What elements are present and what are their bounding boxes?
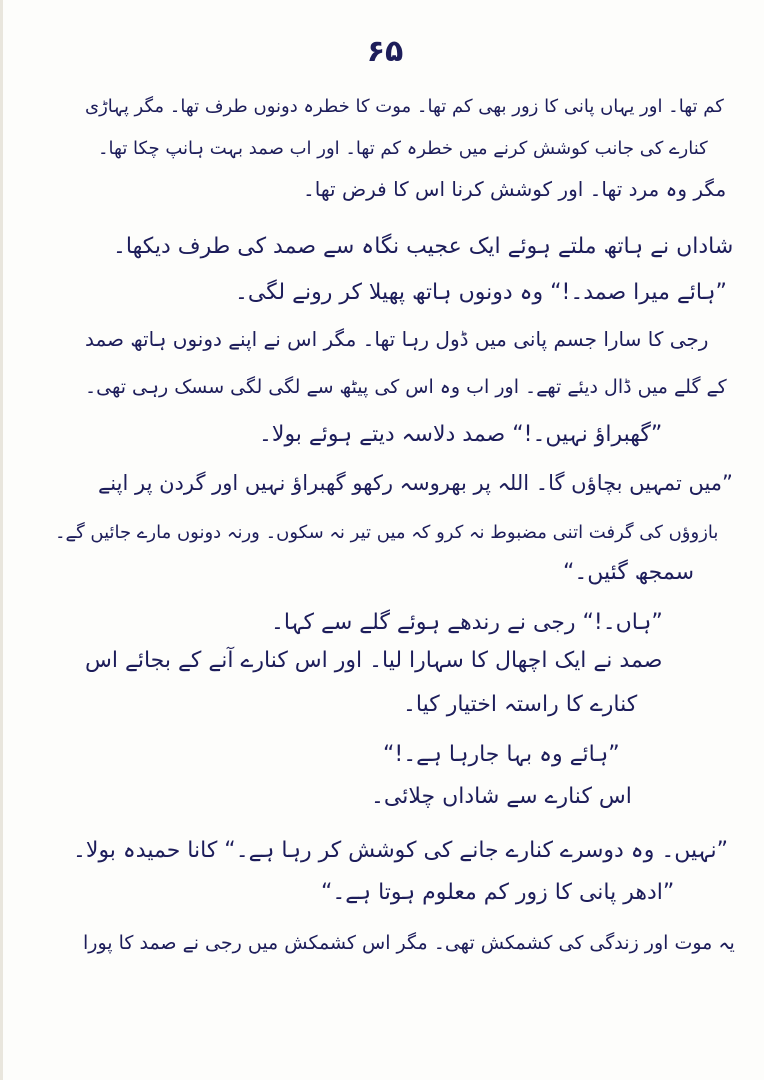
page-number: ۶۵ [366, 34, 404, 69]
text-line: کنارے کا راستہ اختیار کیا۔ [403, 692, 638, 717]
text-line: سمجھ گئیں۔“ [563, 560, 695, 585]
text-line: ”ہائے وہ بہا جارہا ہے۔!“ [383, 742, 620, 767]
text-line: اس کنارے سے شاداں چلائی۔ [371, 784, 632, 809]
text-line: ”نہیں۔ وہ دوسرے کنارے جانے کی کوشش کر رہا ہے۔“ کانا حمیدہ بولا۔ [73, 838, 729, 863]
text-line: ”گھبراؤ نہیں۔!“ صمد دلاسہ دیتے ہوئے بولا۔ [259, 422, 663, 447]
text-line: ”ہائے میرا صمد۔!“ وہ دونوں ہاتھ پھیلا کر رونے لگی۔ [235, 280, 727, 305]
text-line: یہ موت اور زندگی کی کشمکش تھی۔ مگر اس کشمکش میں رجی نے صمد کا پورا [83, 932, 735, 954]
text-line: ”ادھر پانی کا زور کم معلوم ہوتا ہے۔“ [321, 880, 675, 905]
text-line: رجی کا سارا جسم پانی میں ڈول رہا تھا۔ مگر اس نے اپنے دونوں ہاتھ صمد [85, 327, 709, 351]
text-line: ”میں تمہیں بچاؤں گا۔ اللہ پر بھروسہ رکھو گھبراؤ نہیں اور گردن پر اپنے [98, 471, 733, 495]
text-line: کنارے کی جانب کوشش کرنے میں خطرہ کم تھا۔ اور اب صمد بہت ہانپ چکا تھا۔ [98, 138, 708, 159]
text-line: صمد نے ایک اچھال کا سہارا لیا۔ اور اس کنارے آنے کے بجائے اس [85, 648, 663, 673]
text-line: کے گلے میں ڈال دیئے تھے۔ اور اب وہ اس کی پیٹھ سے لگی لگی سسک رہی تھی۔ [85, 376, 727, 398]
text-line: بازوؤں کی گرفت اتنی مضبوط نہ کرو کہ میں تیر نہ سکوں۔ ورنہ دونوں مارے جائیں گے۔ [55, 522, 719, 543]
text-line: کم تھا۔ اور یہاں پانی کا زور بھی کم تھا۔ موت کا خطرہ دونوں طرف تھا۔ مگر پہاڑی [85, 96, 724, 117]
text-line: شاداں نے ہاتھ ملتے ہوئے ایک عجیب نگاہ سے صمد کی طرف دیکھا۔ [113, 234, 734, 259]
text-line: ”ہاں۔!“ رجی نے رندھے ہوئے گلے سے کہا۔ [271, 610, 663, 635]
text-line: مگر وہ مرد تھا۔ اور کوشش کرنا اس کا فرض تھا۔ [303, 177, 727, 201]
